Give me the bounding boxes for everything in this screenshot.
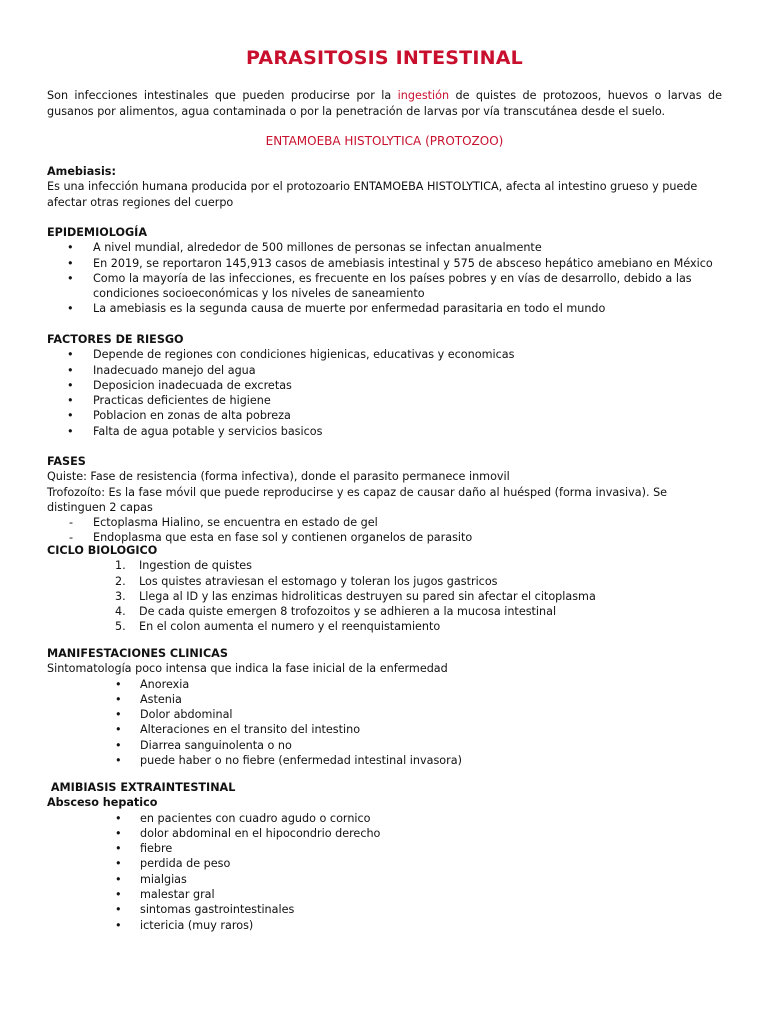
list-item: • Falta de agua potable y servicios basicos [47, 424, 722, 439]
list-item: • Poblacion en zonas de alta pobreza [47, 408, 722, 423]
list-number: 5. [115, 620, 126, 634]
list-number: 4. [115, 605, 126, 619]
list-item: • sintomas gastrointestinales [47, 902, 722, 917]
list-item [47, 589, 722, 604]
list-item [47, 604, 722, 619]
list-item: • ictericia (muy raros) [47, 918, 722, 933]
extraintestinal-section [47, 780, 722, 933]
ciclo-list [47, 558, 722, 634]
factores-list [47, 347, 722, 439]
manifestaciones-heading: MANIFESTACIONES CLINICAS [47, 647, 228, 660]
absceso-list [47, 811, 722, 933]
list-item: • En 2019, se reportaron 145,913 casos de amebiasis intestinal y 575 de absceso hepático amebiano en México [47, 256, 722, 271]
absceso-subheading: Absceso hepatico [47, 796, 158, 810]
list-item: • A nivel mundial, alrededor de 500 millones de personas se infectan anualmente [47, 240, 722, 255]
list-item [47, 619, 722, 634]
manifestaciones-section [47, 646, 722, 768]
list-item: • Astenia [47, 692, 722, 707]
list-item-text: Los quistes atraviesan el estomago y toleran los jugos gastricos [139, 574, 498, 588]
intro-text-after: de quistes de protozoos, huevos o larvas de gusanos por alimentos, agua contaminada o por la penetración de larvas por vía transcutánea desde el suelo. [47, 89, 722, 118]
factores-heading: FACTORES DE RIESGO [47, 333, 184, 346]
epidemiologia-section [47, 225, 722, 317]
list-item: • malestar gral [47, 887, 722, 902]
list-item: • Dolor abdominal [47, 707, 722, 722]
ciclo-heading: CICLO BIOLOGICO [47, 544, 158, 557]
list-item: • fiebre [47, 841, 722, 856]
list-number: 1. [115, 559, 126, 573]
list-item-text: Llega al ID y las enzimas hidroliticas destruyen su pared sin afectar el citoplasma [139, 589, 596, 603]
list-item: - Endoplasma que esta en fase sol y contienen organelos de parasito [47, 530, 722, 545]
list-item [47, 558, 722, 573]
list-item: • Deposicion inadecuada de excretas [47, 378, 722, 393]
ciclo-section [47, 543, 722, 635]
list-item: • Diarrea sanguinolenta o no [47, 738, 722, 753]
amebiasis-heading: Amebiasis: [47, 165, 116, 178]
amebiasis-section [47, 164, 722, 210]
list-item: - Ectoplasma Hialino, se encuentra en estado de gel [47, 515, 722, 530]
list-number: 3. [115, 589, 126, 603]
list-item: • dolor abdominal en el hipocondrio derecho [47, 826, 722, 841]
document-title: PARASITOSIS INTESTINAL [246, 47, 523, 69]
amebiasis-text: Es una infección humana producida por el protozoario ENTAMOEBA HISTOLYTICA, afecta al intestino grueso y puede afectar otras regiones del cuerpo [47, 180, 698, 209]
list-item: • Anorexia [47, 677, 722, 692]
epidemiologia-heading: EPIDEMIOLOGÍA [47, 226, 147, 239]
list-item-text: De cada quiste emergen 8 trofozoitos y se adhieren a la mucosa intestinal [139, 605, 557, 619]
list-item: • mialgias [47, 872, 722, 887]
manifestaciones-list [47, 677, 722, 769]
manifestaciones-text: Sintomatología poco intensa que indica la fase inicial de la enfermedad [47, 662, 448, 676]
fases-quiste: Quiste: Fase de resistencia (forma infectiva), donde el parasito permanece inmovil [47, 470, 510, 484]
epidemiologia-list [47, 240, 722, 316]
list-item-text: Ingestion de quistes [139, 559, 252, 573]
fases-section [47, 454, 722, 546]
list-item: • Inadecuado manejo del agua [47, 363, 722, 378]
list-item: • Como la mayoría de las infecciones, es frecuente en los países pobres y en vías de desarrollo, debido a las condiciones socioeconómicas y los niveles de saneamiento [47, 271, 722, 302]
list-item: • Alteraciones en el transito del intestino [47, 722, 722, 737]
extraintestinal-heading: AMIBIASIS EXTRAINTESTINAL [47, 781, 236, 794]
list-item: • Depende de regiones con condiciones higienicas, educativas y economicas [47, 347, 722, 362]
list-item: • La amebiasis es la segunda causa de muerte por enfermedad parasitaria en todo el mundo [47, 301, 722, 316]
list-item: • puede haber o no fiebre (enfermedad intestinal invasora) [47, 753, 722, 768]
intro-text-before: Son infecciones intestinales que pueden producirse por la [47, 89, 398, 102]
list-number: 2. [115, 574, 126, 588]
intro-highlight: ingestión [397, 89, 450, 102]
factores-section [47, 332, 722, 439]
intro-paragraph [47, 88, 722, 119]
fases-list [47, 515, 722, 546]
list-item: • Practicas deficientes de higiene [47, 393, 722, 408]
section-subtitle: ENTAMOEBA HISTOLYTICA (PROTOZOO) [265, 134, 504, 148]
list-item [47, 574, 722, 589]
fases-heading: FASES [47, 455, 86, 468]
list-item: • perdida de peso [47, 856, 722, 871]
list-item: • en pacientes con cuadro agudo o cornico [47, 811, 722, 826]
list-item-text: En el colon aumenta el numero y el reenquistamiento [139, 620, 441, 634]
fases-trofozoito: Trofozoíto: Es la fase móvil que puede reproducirse y es capaz de causar daño al huésped (forma invasiva). Se distinguen 2 capas [47, 485, 668, 514]
